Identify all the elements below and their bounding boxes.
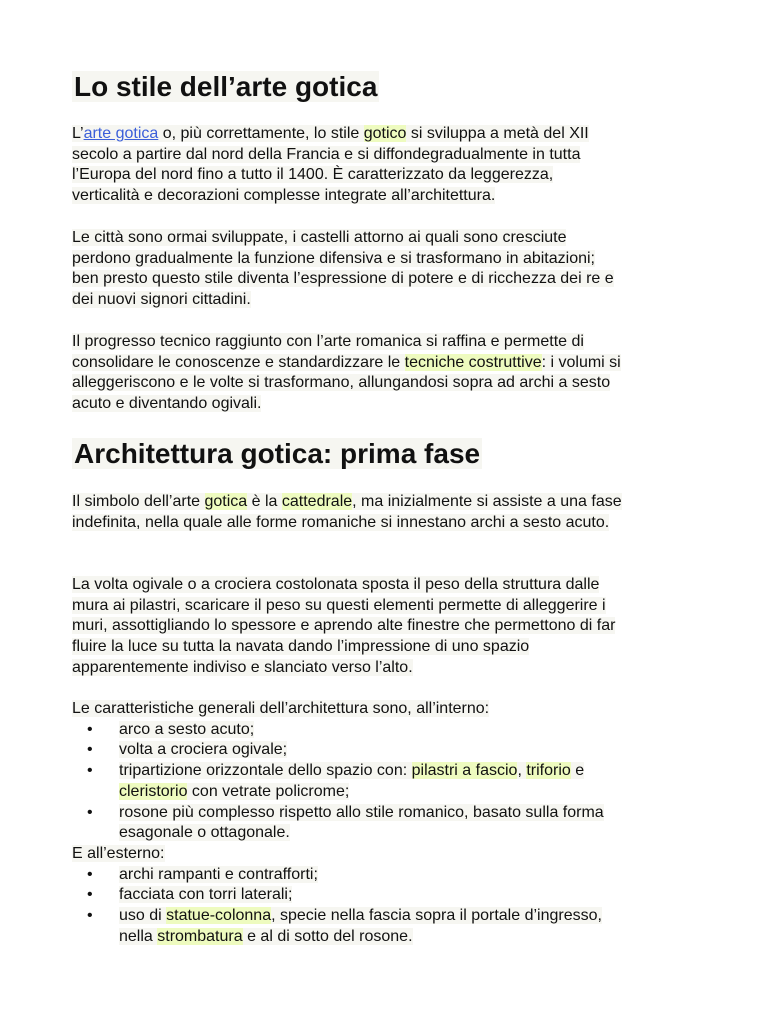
caratteristiche-section	[72, 699, 712, 947]
main-title: Lo stile dell’arte gotica	[74, 71, 378, 102]
list-item: • tripartizione orizzontale dello spazio con: pilastri a fascio, triforio e cleristorio con vetrate policrome;	[87, 762, 585, 800]
highlight-cleristorio: cleristorio	[119, 782, 188, 800]
highlight-pilastri-a-fascio: pilastri a fascio	[411, 762, 518, 780]
highlight-gotica: gotica	[204, 493, 248, 510]
highlight-gotico: gotico	[363, 125, 407, 142]
bullet-icon: •	[87, 865, 93, 883]
section-title-prima-fase: Architettura gotica: prima fase	[74, 438, 481, 469]
arte-gotica-link[interactable]: arte gotica	[83, 125, 159, 142]
list-item: • volta a crociera ogivale;	[72, 740, 712, 761]
highlight-tecniche-costruttive: tecniche costruttive	[404, 353, 542, 371]
bullet-icon: •	[87, 886, 93, 904]
bullet-icon: •	[87, 907, 93, 925]
highlight-strombatura: strombatura	[157, 927, 243, 945]
bullet-icon: •	[87, 720, 93, 738]
esterno-list	[72, 865, 712, 948]
list-item: • uso di statue-colonna, specie nella fascia sopra il portale d’ingresso, nella strombatura e al di sotto del rosone.	[87, 907, 602, 945]
highlight-statue-colonna: statue-colonna	[166, 907, 272, 925]
paragraph-volta: La volta ogivale o a crociera costolonata sposta il peso della struttura dalle mura ai pilastri, scaricare il peso su questi elementi permette di alleggerire i muri, assottigliando lo spessore e aprendo alte finestre che permettono di far fluire la luce su tutta la navata dando l’impressione di uno spazio apparentemente indiviso e slanciato verso l’alto.	[72, 576, 616, 676]
paragraph-simbolo: Il simbolo dell’arte gotica è la cattedrale, ma inizialmente si assiste a una fase indefinita, nella quale alle forme romaniche si innestano archi a sesto acuto.	[72, 493, 622, 531]
highlight-triforio: triforio	[526, 762, 571, 780]
list-item: • arco a sesto acuto;	[72, 720, 712, 741]
esterno-intro: E all’esterno:	[72, 844, 165, 862]
highlight-cattedrale: cattedrale	[281, 493, 353, 510]
bullet-icon: •	[87, 762, 93, 780]
interno-intro: Le caratteristiche generali dell’architettura sono, all’interno:	[72, 700, 490, 717]
paragraph-progresso: Il progresso tecnico raggiunto con l’arte romanica si raffina e permette di consolidare le conoscenze e standardizzare le tecniche costruttive: i volumi si alleggeriscono e le volte si trasformano, allungandosi sopra ad archi a sesto acuto e diventando ogivali.	[72, 333, 621, 413]
paragraph-citta: Le città sono ormai sviluppate, i castelli attorno ai quali sono cresciute perdono gradualmente la funzione difensiva e si trasformano in abitazioni; ben presto questo stile diventa l’espressione di potere e di ricchezza dei re e dei nuovi signori cittadini.	[72, 229, 614, 309]
list-item: • facciata con torri laterali;	[72, 885, 712, 906]
bullet-icon: •	[87, 741, 93, 759]
bullet-icon: •	[87, 803, 93, 821]
intro-paragraph: L’arte gotica o, più correttamente, lo stile gotico si sviluppa a metà del XII secolo a partire dal nord della Francia e si diffondegradualmente in tutta l’Europa del nord fino a tutto il 1400. È caratterizzato da leggerezza, verticalità e decorazioni complesse integrate all’architettura.	[72, 125, 589, 205]
list-item: • rosone più complesso rispetto allo stile romanico, basato sulla forma esagonale o ottagonale.	[87, 803, 604, 842]
list-item: • archi rampanti e contrafforti;	[72, 865, 712, 886]
interno-list	[72, 720, 712, 844]
